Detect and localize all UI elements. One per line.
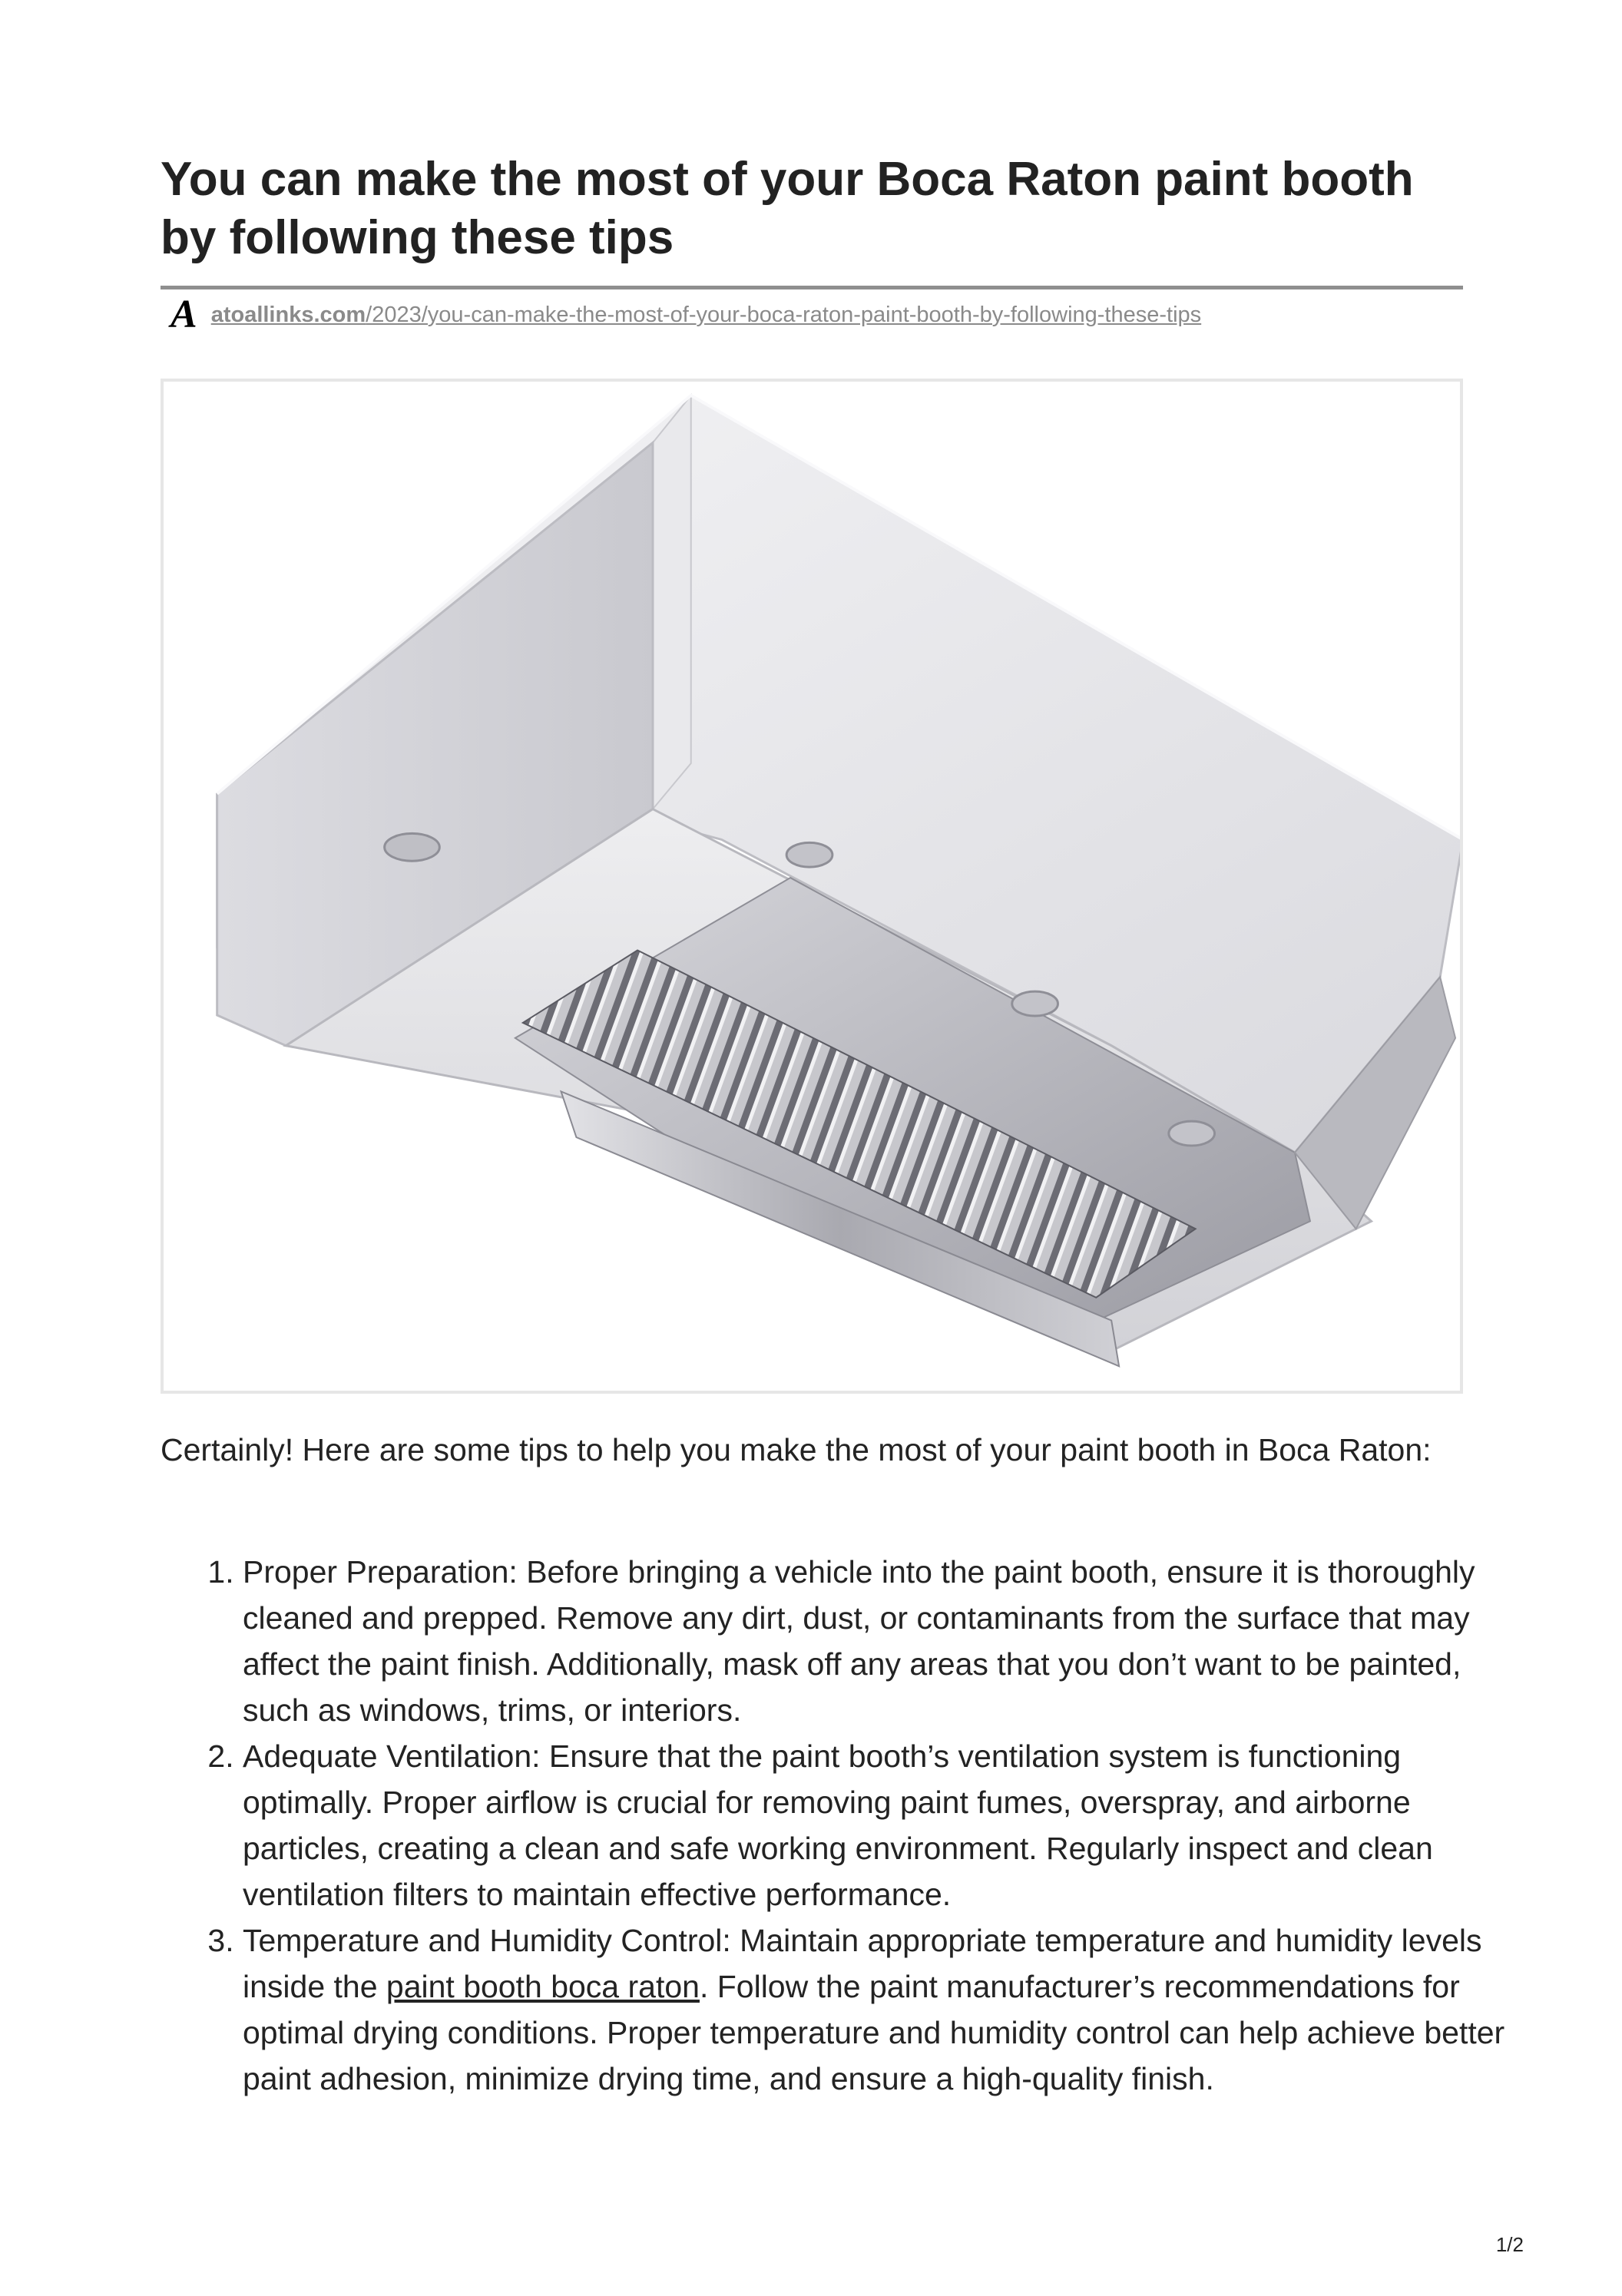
tip-text: Proper Preparation: Before bringing a vehicle into the paint booth, ensure it is thoroughly cleaned and prepped. Remove any dirt, dust, or contaminants from the surface that may affect the paint finish. Additionally, mask off any areas that you don’t want to be painted, such as windows, trims, or interiors. — [243, 1554, 1475, 1728]
tips-list — [197, 1549, 1533, 2102]
atoallinks-logo-icon: A — [170, 293, 197, 336]
paint-booth-boca-raton-link[interactable]: paint booth boca raton — [386, 1969, 700, 2004]
stainless-steel-exhaust-hood-image — [164, 382, 1460, 1391]
title-divider — [161, 286, 1463, 289]
list-item — [243, 1549, 1533, 1733]
article-image — [161, 379, 1463, 1394]
list-item — [243, 1733, 1533, 1917]
source-url[interactable] — [211, 303, 1201, 328]
tip-text: Adequate Ventilation: Ensure that the paint booth’s ventilation system is functioning optimally. Proper airflow is crucial for removing paint fumes, overspray, and airborne particles, creating a clean and safe working environment. Regularly inspect and clean ventilation filters to maintain effective performance. — [243, 1739, 1433, 1912]
page-number: 1/2 — [1495, 2233, 1524, 2256]
source-domain[interactable]: atoallinks.com — [210, 302, 366, 327]
source-path[interactable]: /2023/you-can-make-the-most-of-your-boca-raton-paint-booth-by-following-these-tips — [366, 302, 1202, 327]
source-link[interactable] — [170, 293, 1202, 336]
intro-paragraph: Certainly! Here are some tips to help you make the most of your paint booth in Boca Raton: — [161, 1432, 1432, 1467]
list-item — [243, 1917, 1533, 2102]
tip-text-after: . Follow the paint manufacturer’s recommendations for optimal drying conditions. Proper temperature and humidity control can help achieve better paint adhesion, minimize drying time, and ensure a high-quality finish. — [243, 1969, 1505, 2096]
tip-text-before: Temperature and Humidity Control: Maintain appropriate temperature and humidity levels inside the — [243, 1923, 1482, 2004]
page-title: You can make the most of your Boca Raton paint booth by following these tips — [161, 153, 1414, 264]
